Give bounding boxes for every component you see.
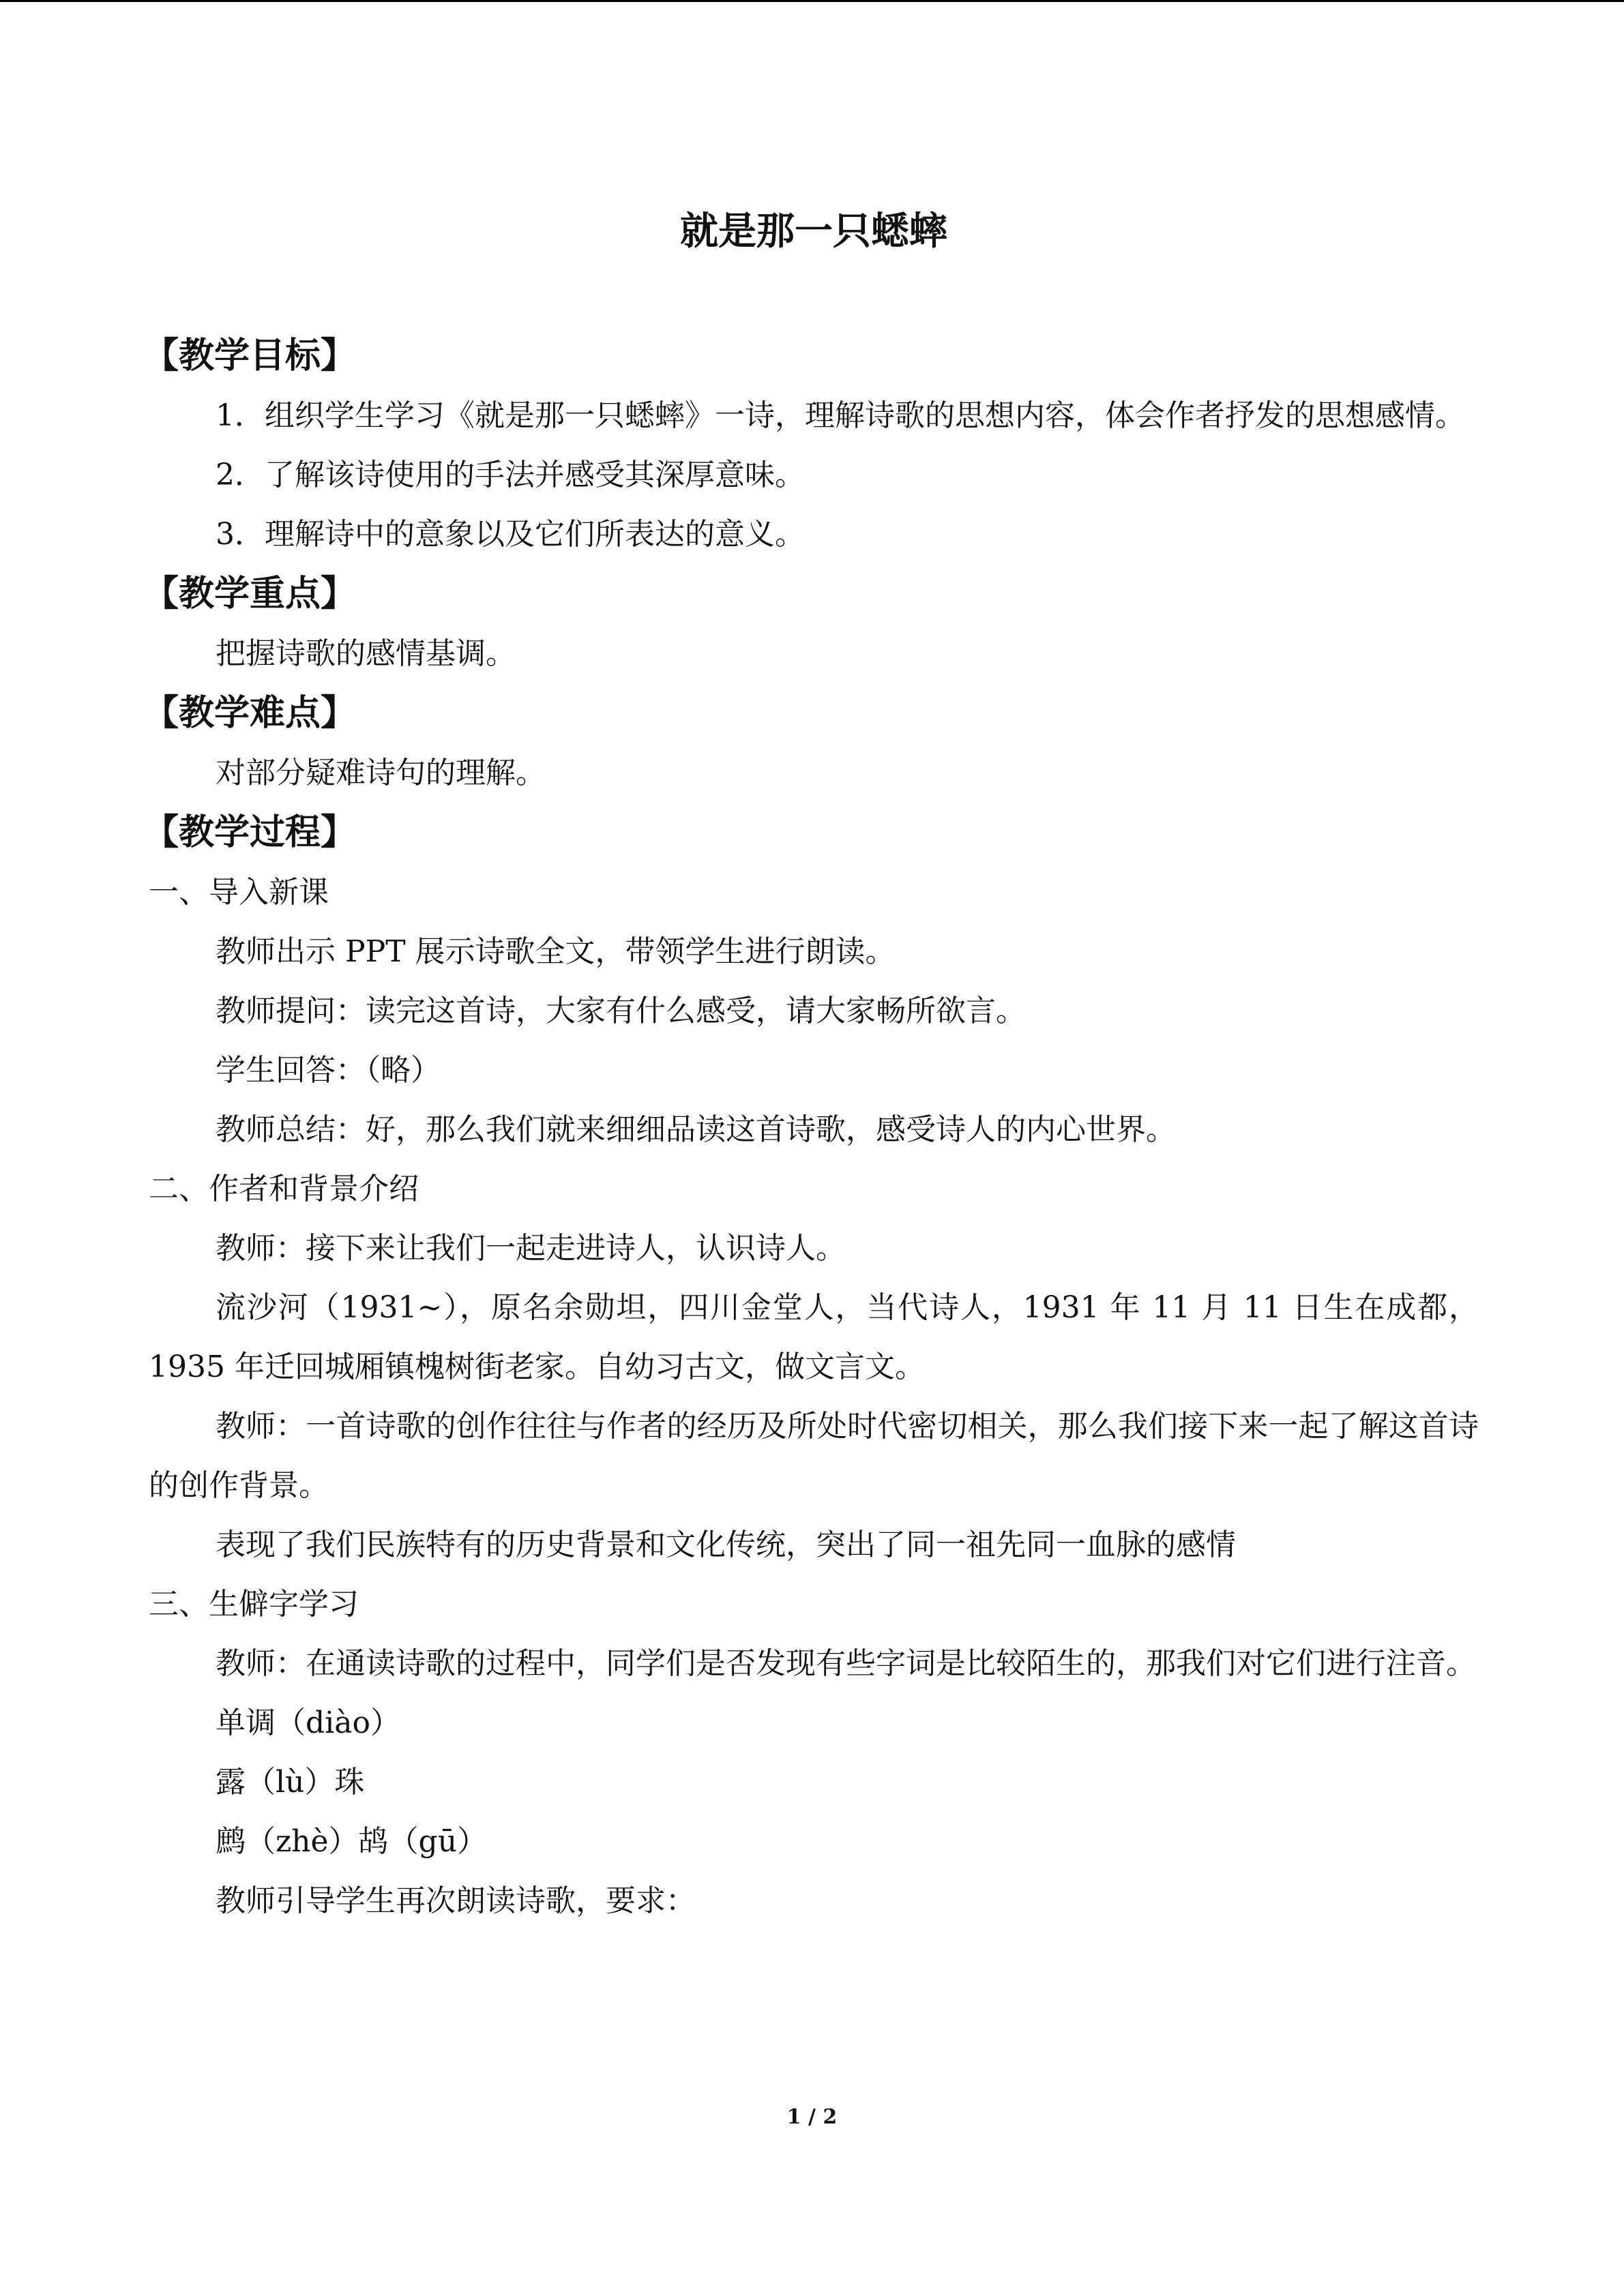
subsection-heading-author: 二、作者和背景介绍 xyxy=(149,1172,419,1206)
goal-item-1: 1．组织学生学习《就是那一只蟋蟀》一诗，理解诗歌的思想内容，体会作者抒发的思想感情。 xyxy=(216,398,1465,433)
goal-item-3: 3．理解诗中的意象以及它们所表达的意义。 xyxy=(216,517,805,552)
section-heading-keypoint: 【教学重点】 xyxy=(143,573,357,614)
keypoint-text: 把握诗歌的感情基调。 xyxy=(216,636,516,671)
section-heading-process: 【教学过程】 xyxy=(143,812,357,853)
author-paragraph-3: 教师：一首诗歌的创作往往与作者的经历及所处时代密切相关，那么我们接下来一起了解这首诗的创作背景。 xyxy=(149,1409,1479,1503)
vocab-item-2: 露（lù）珠 xyxy=(216,1765,365,1800)
goal-item-2: 2．了解该诗使用的手法并感受其深厚意味。 xyxy=(216,458,805,492)
intro-paragraph-4: 教师总结：好，那么我们就来细细品读这首诗歌，感受诗人的内心世界。 xyxy=(216,1112,1176,1147)
author-paragraph-1: 教师：接下来让我们一起走进诗人，认识诗人。 xyxy=(216,1231,846,1266)
subsection-heading-intro: 一、导入新课 xyxy=(149,875,329,910)
subsection-heading-vocab: 三、生僻字学习 xyxy=(149,1587,359,1622)
vocab-paragraph-1: 教师：在通读诗歌的过程中，同学们是否发现有些字词是比较陌生的，那我们对它们进行注音。 xyxy=(216,1646,1476,1681)
vocab-paragraph-2: 教师引导学生再次朗读诗歌，要求： xyxy=(216,1883,696,1918)
vocab-item-3: 鹧（zhè）鸪（gū） xyxy=(216,1824,488,1859)
vocab-item-1: 单调（diào） xyxy=(216,1705,400,1740)
document-body xyxy=(143,326,1479,1930)
section-heading-goals: 【教学目标】 xyxy=(143,336,357,376)
author-paragraph-4: 表现了我们民族特有的历史背景和文化传统，突出了同一祖先同一血脉的感情 xyxy=(216,1527,1236,1562)
document-title: 就是那一只蟋蟀 xyxy=(680,209,947,254)
author-paragraph-2: 流沙河（1931~），原名余勋坦，四川金堂人，当代诗人，1931 年 11 月 11 日生在成都，1935 年迁回城厢镇槐树街老家。自幼习古文，做文言文。 xyxy=(149,1290,1479,1384)
section-heading-difficulty: 【教学难点】 xyxy=(143,693,357,734)
intro-paragraph-2: 教师提问：读完这首诗，大家有什么感受，请大家畅所欲言。 xyxy=(216,994,1026,1028)
intro-paragraph-3: 学生回答：（略） xyxy=(216,1053,441,1088)
intro-paragraph-1: 教师出示 PPT 展示诗歌全文，带领学生进行朗读。 xyxy=(216,934,896,969)
top-border-line xyxy=(0,0,1624,2)
page-number: 1 / 2 xyxy=(786,2105,838,2129)
difficulty-text: 对部分疑难诗句的理解。 xyxy=(216,756,546,790)
